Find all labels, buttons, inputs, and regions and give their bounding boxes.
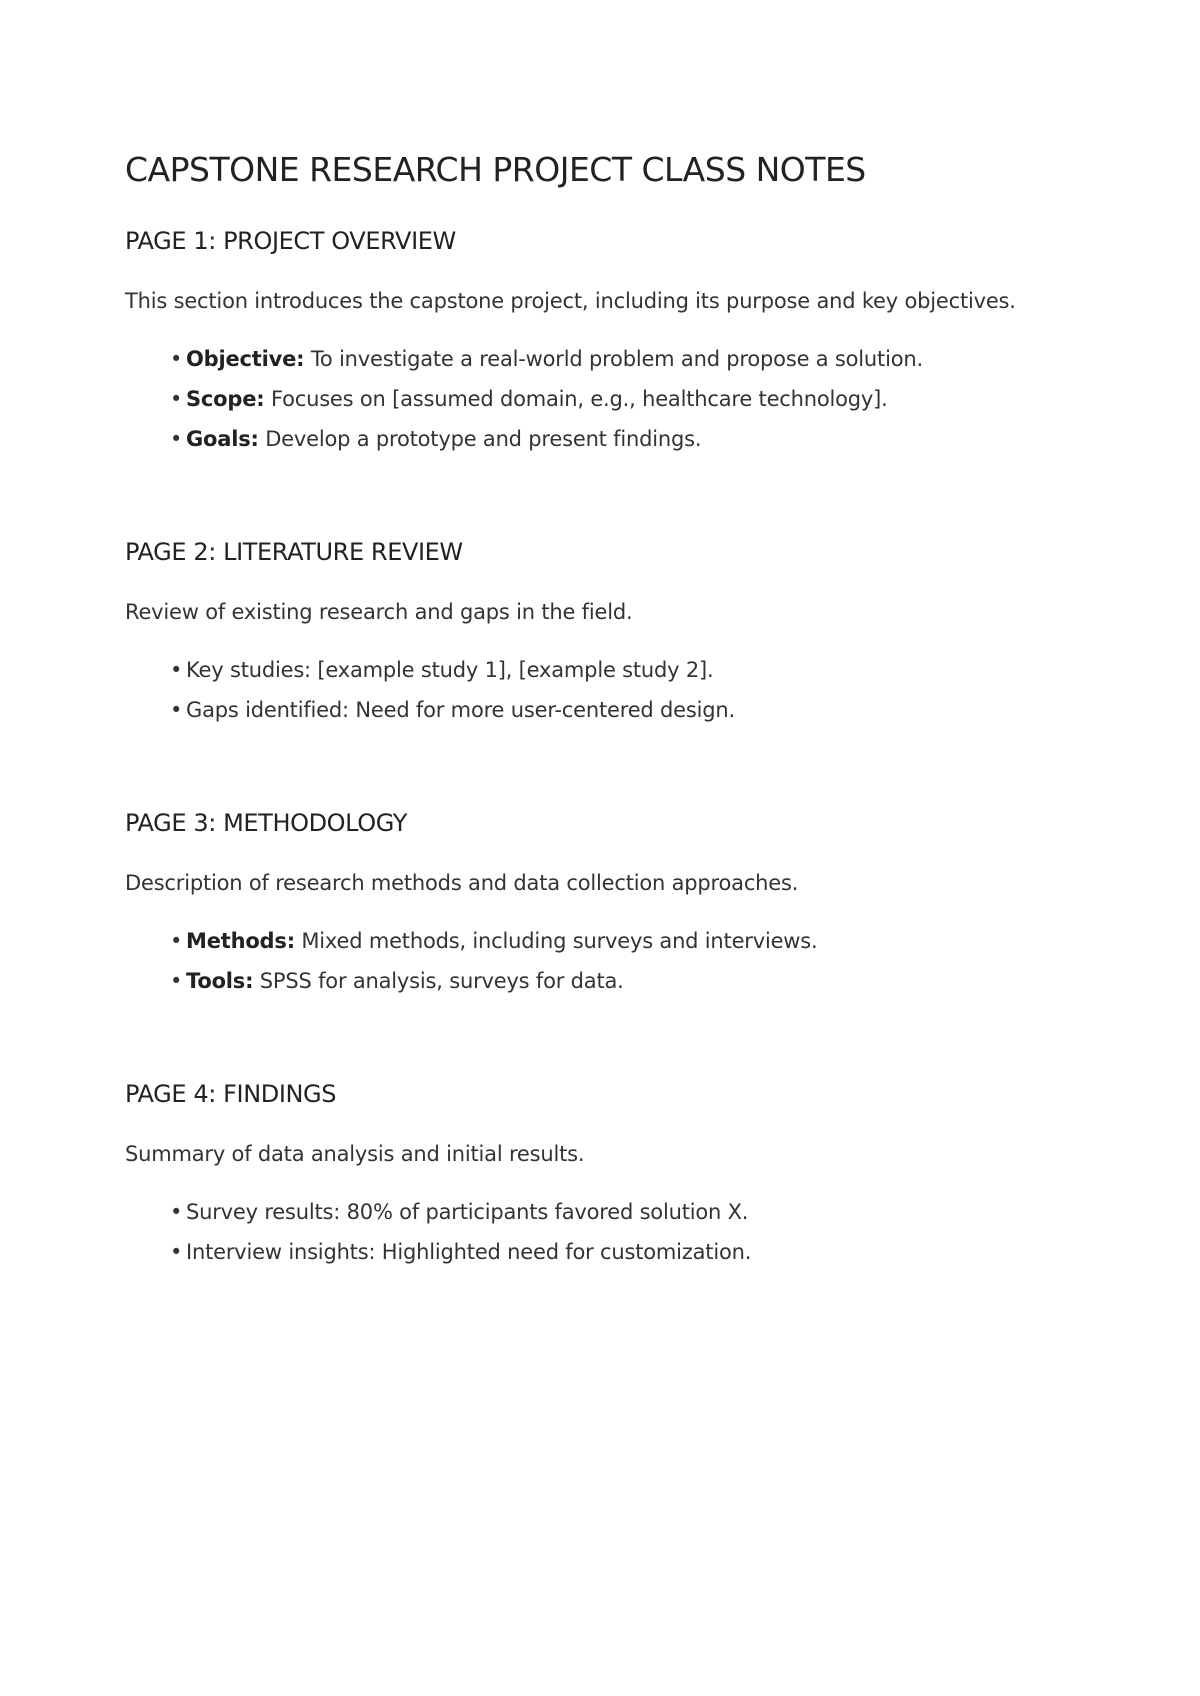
bullet-icon: • [170, 387, 183, 411]
section-methodology [125, 808, 1085, 1001]
document-page [125, 150, 1085, 1272]
bullet-text: Survey results: 80% of participants favored solution X. [186, 1200, 749, 1224]
list-item [170, 1192, 1085, 1232]
bullet-list [125, 339, 1085, 459]
list-item [170, 690, 1085, 730]
bullet-text: Gaps identified: Need for more user-centered design. [186, 698, 735, 722]
list-item [170, 419, 1085, 459]
bullet-icon: • [170, 1240, 183, 1264]
bullet-list [125, 1192, 1085, 1272]
list-item [170, 339, 1085, 379]
bullet-icon: • [170, 698, 183, 722]
list-item [170, 650, 1085, 690]
list-item [170, 921, 1085, 961]
bullet-term: Objective: [186, 347, 305, 371]
bullet-list [125, 921, 1085, 1001]
bullet-icon: • [170, 1200, 183, 1224]
section-intro: This section introduces the capstone project, including its purpose and key objectives. [125, 289, 1016, 313]
bullet-list [125, 650, 1085, 730]
bullet-text: Develop a prototype and present findings. [258, 427, 702, 451]
section-heading: PAGE 4: FINDINGS [125, 1080, 337, 1108]
bullet-icon: • [170, 969, 183, 993]
section-findings [125, 1079, 1085, 1272]
section-heading: PAGE 1: PROJECT OVERVIEW [125, 227, 456, 255]
section-intro: Review of existing research and gaps in the field. [125, 600, 633, 624]
section-heading: PAGE 2: LITERATURE REVIEW [125, 538, 463, 566]
section-project-overview [125, 226, 1085, 459]
bullet-text: Interview insights: Highlighted need for customization. [186, 1240, 752, 1264]
list-item [170, 379, 1085, 419]
bullet-text: Focuses on [assumed domain, e.g., healthcare technology]. [264, 387, 888, 411]
bullet-icon: • [170, 427, 183, 451]
bullet-icon: • [170, 929, 183, 953]
bullet-icon: • [170, 347, 183, 371]
bullet-text: SPSS for analysis, surveys for data. [253, 969, 624, 993]
bullet-term: Methods: [186, 929, 295, 953]
section-literature-review [125, 537, 1085, 730]
bullet-icon: • [170, 658, 183, 682]
list-item [170, 1232, 1085, 1272]
bullet-text: Mixed methods, including surveys and interviews. [294, 929, 818, 953]
bullet-term: Goals: [186, 427, 259, 451]
bullet-term: Tools: [186, 969, 254, 993]
document-title: CAPSTONE RESEARCH PROJECT CLASS NOTES [125, 150, 866, 189]
section-intro: Description of research methods and data collection approaches. [125, 871, 799, 895]
bullet-text: To investigate a real-world problem and propose a solution. [304, 347, 923, 371]
bullet-text: Key studies: [example study 1], [example study 2]. [186, 658, 714, 682]
bullet-term: Scope: [186, 387, 265, 411]
section-intro: Summary of data analysis and initial results. [125, 1142, 585, 1166]
section-heading: PAGE 3: METHODOLOGY [125, 809, 408, 837]
list-item [170, 961, 1085, 1001]
